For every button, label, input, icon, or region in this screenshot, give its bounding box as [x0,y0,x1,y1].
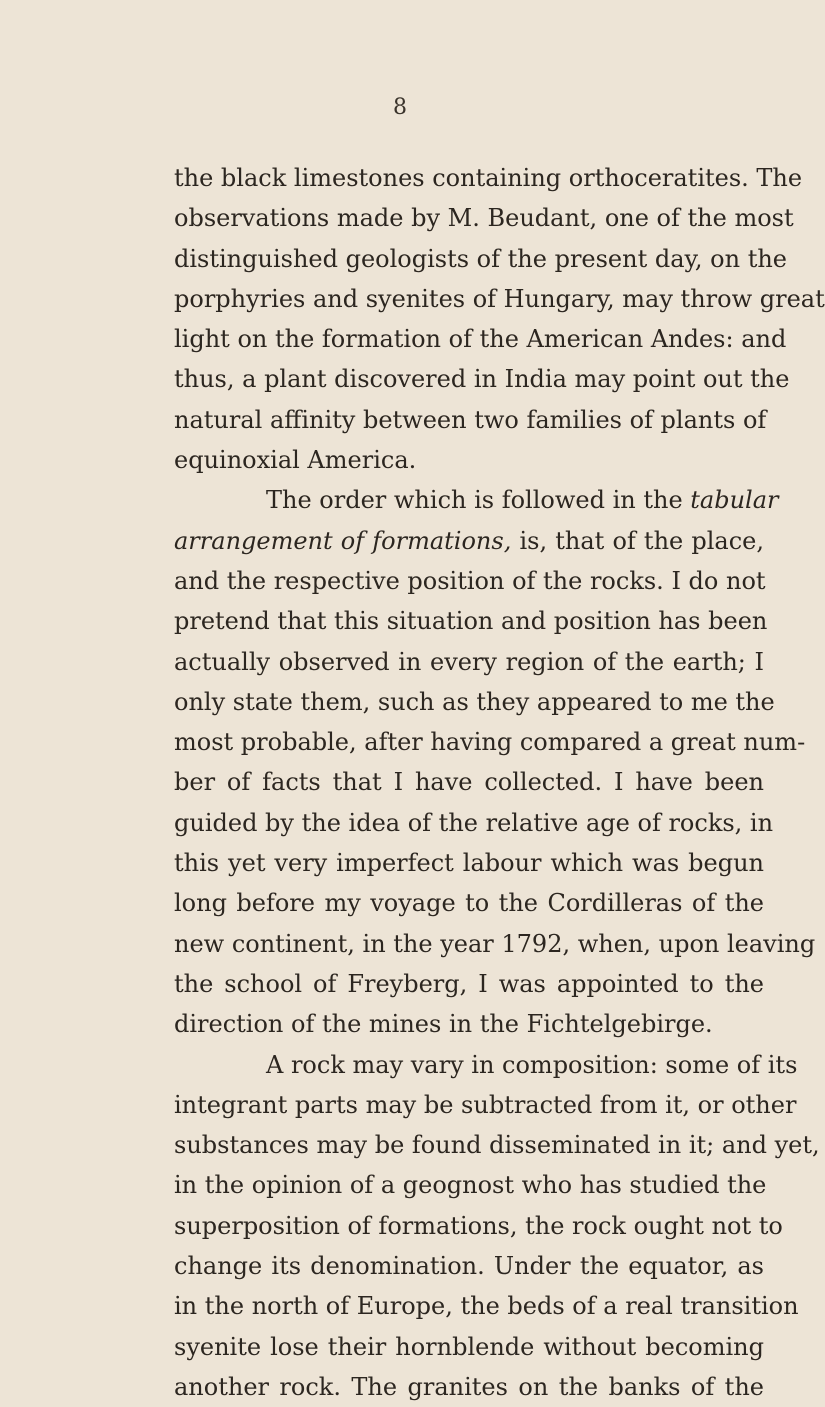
text-line: another rock. The granites on the banks of the [174,1372,764,1401]
italic-text: tabular [690,486,779,515]
text-line: natural affinity between two families of plants of [174,405,767,434]
text-line: in the opinion of a geognost who has studied the [174,1171,767,1200]
text-line: actually observed in every region of the earth; I [174,647,764,676]
text-line: distinguished geologists of the present day, on the [174,244,788,273]
text-line: and the respective position of the rocks. I do not [174,566,766,595]
text-line: most probable, after having compared a great num- [174,728,806,757]
text-line: guided by the idea of the relative age of rocks, in [174,808,774,837]
text-line: long before my voyage to the Cordilleras of the [174,889,764,918]
text-line: light on the formation of the American Andes: and [174,325,787,354]
text-line: ber of facts that I have collected. I have been [174,768,764,797]
text-line [174,521,764,561]
italic-text: arrangement of formations, [174,526,512,555]
text-line: direction of the mines in the Fichtelgebirge. [174,1010,713,1039]
text-line: in the north of Europe, the beds of a real transition [174,1292,799,1321]
text-line: syenite lose their hornblende without becoming [174,1332,764,1361]
text-line: substances may be found disseminated in it; and yet, [174,1131,820,1160]
text-line: the black limestones containing orthoceratites. The [174,164,803,192]
text-line: the school of Freyberg, I was appointed to the [174,969,764,998]
page-number: 8 [393,95,407,120]
text-line: change its denomination. Under the equator, as [174,1252,764,1281]
text-line: new continent, in the year 1792, when, upon leaving [174,929,816,958]
text-line: superposition of formations, the rock ought not to [174,1211,783,1240]
text-line: integrant parts may be subtracted from it, or other [174,1090,797,1119]
body-text [174,158,825,1407]
text-line [174,480,779,520]
text-line: equinoxial America. [174,446,417,475]
line-text: is, that of the place, [511,526,765,555]
text-line: thus, a plant discovered in India may point out the [174,365,790,394]
text-line: pretend that this situation and position has been [174,607,768,636]
line-text: The order which is followed in the [266,486,691,515]
text-line: only state them, such as they appeared to me the [174,687,775,716]
text-line: A rock may vary in composition: some of its [266,1050,798,1079]
text-line: porphyries and syenites of Hungary, may throw great [174,284,825,313]
text-line: this yet very imperfect labour which was begun [174,849,764,878]
text-line: observations made by M. Beudant, one of the most [174,204,794,233]
